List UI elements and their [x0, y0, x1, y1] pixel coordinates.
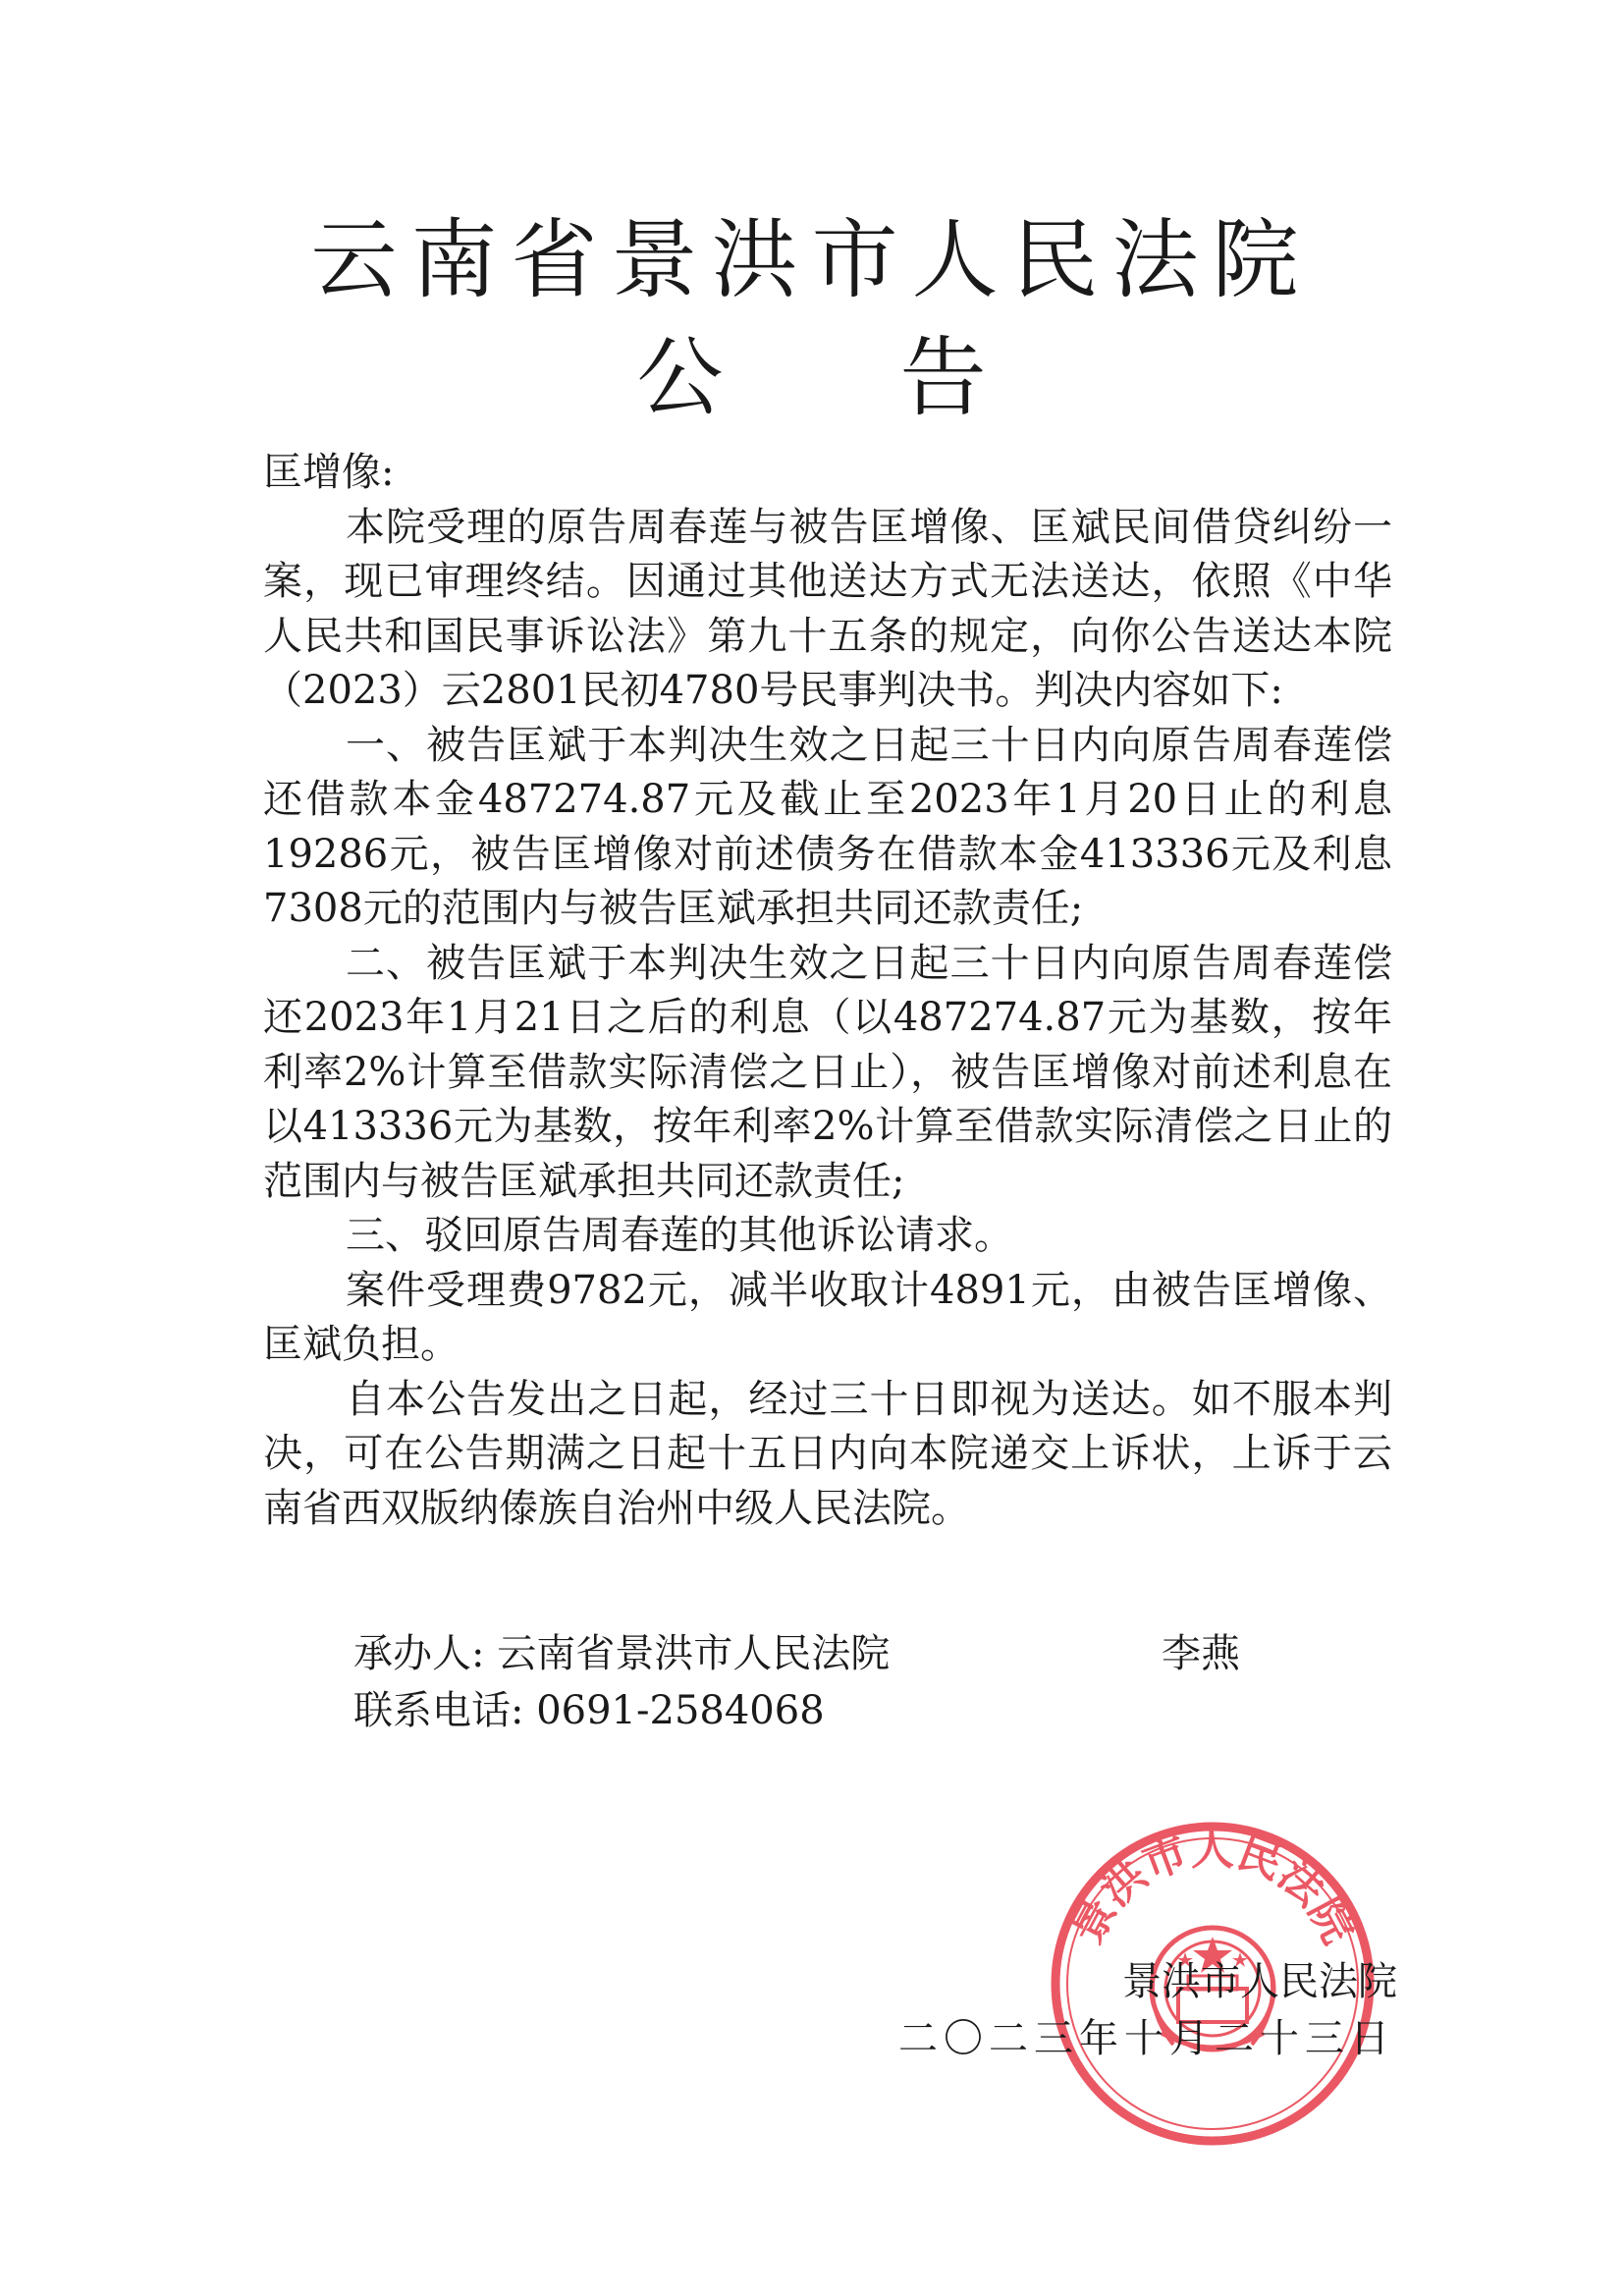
paragraph-ruling-2: 二、被告匡斌于本判决生效之日起三十日内向原告周春莲偿还2023年1月21日之后的利息（以487274.87元为基数，按年利率2%计算至借款实际清偿之日止），被告匡增像对前述利息在以413336元为基数，按年利率2%计算至借款实际清偿之日止的范围内与被告匡斌承担共同还款责任;: [263, 940, 1392, 1204]
court-title: 云南省景洪市人民法院: [310, 209, 1313, 310]
handler-name: 李燕: [1162, 1631, 1240, 1676]
signature-date: 二〇二三年十月二十三日: [898, 2016, 1395, 2061]
notice-body: [263, 446, 1392, 1536]
phone-label: 联系电话: 0691-2584068: [353, 1688, 825, 1733]
seal-text: 景洪市人民法院: [1061, 1825, 1364, 1952]
signature-court: 景洪市人民法院: [1122, 1959, 1397, 2004]
notice-title-char-2: 告: [899, 327, 987, 428]
paragraph-intro: 本院受理的原告周春莲与被告匡增像、匡斌民间借贷纠纷一案，现已审理终结。因通过其他送达方式无法送达，依照《中华人民共和国民事诉讼法》第九十五条的规定，向你公告送达本院（2023）云2801民初4780号民事判决书。判决内容如下:: [263, 504, 1392, 713]
notice-title-char-1: 公: [636, 327, 724, 428]
addressee: 匡增像:: [263, 450, 395, 495]
paragraph-service: 自本公告发出之日起，经过三十日即视为送达。如不服本判决，可在公告期满之日起十五日内向本院递交上诉状，上诉于云南省西双版纳傣族自治州中级人民法院。: [263, 1376, 1392, 1531]
notice-title: [0, 324, 1623, 432]
contact-block: [353, 1625, 890, 1739]
paragraph-fee: 案件受理费9782元，减半收取计4891元，由被告匡增像、匡斌负担。: [263, 1267, 1392, 1367]
handler-label: 承办人: 云南省景洪市人民法院: [353, 1631, 891, 1676]
paragraph-ruling-3: 三、驳回原告周春莲的其他诉讼请求。: [346, 1213, 1013, 1258]
paragraph-ruling-1: 一、被告匡斌于本判决生效之日起三十日内向原告周春莲偿还借款本金487274.87元及截止至2023年1月20日止的利息19286元，被告匡增像对前述债务在借款本金413336元及利息7308元的范围内与被告匡斌承担共同还款责任;: [263, 722, 1392, 931]
